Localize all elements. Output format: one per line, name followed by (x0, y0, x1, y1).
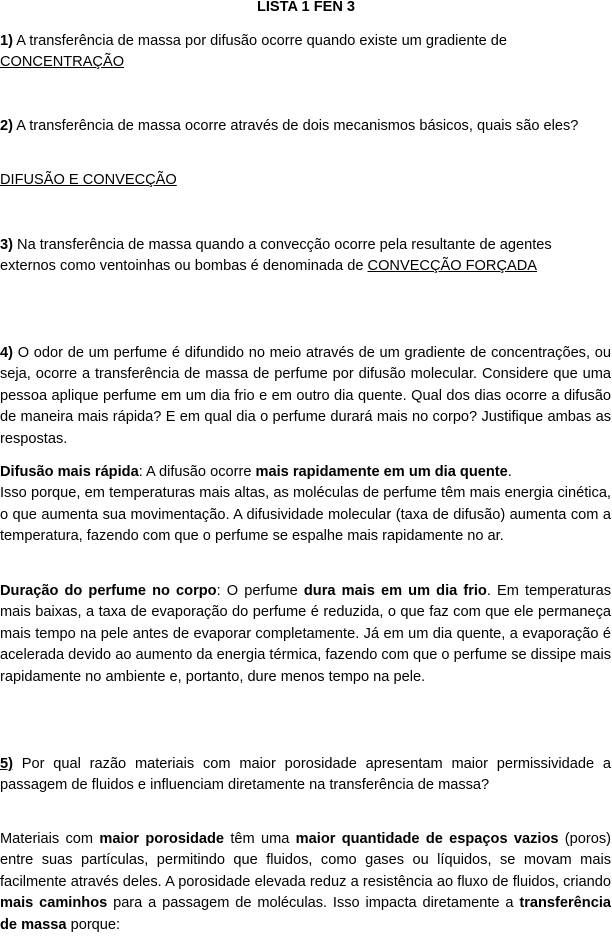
answer-text: CONVECÇÃO FORÇADA (367, 258, 537, 275)
question-4 (0, 343, 611, 450)
answer-4-diffusion: Difusão mais rápida: A difusão ocorre mais rapidamente em um dia quente. Isso porque, em temperaturas mais altas, as moléculas de perfume têm mais energia cinética, o que aumenta sua movimentação. A difusividade molecular (taxa de difusão) aumenta com a temperatura, fazendo com que o perfume se espalhe mais rapidamente no ar. (0, 464, 611, 545)
question-3 (0, 235, 611, 278)
document-title: LISTA 1 FEN 3 (256, 0, 356, 15)
question-2 (0, 116, 611, 137)
question-text: A transferência de massa ocorre através de dois mecanismos básicos, quais são eles? (12, 118, 579, 134)
answer-label: Difusão mais rápida (0, 464, 139, 480)
question-5 (0, 754, 611, 797)
question-number: 5) (0, 756, 13, 772)
question-number: 3) (0, 237, 13, 253)
question-number: 1) (0, 33, 13, 49)
question-1 (0, 31, 611, 74)
answer-2 (0, 170, 611, 191)
answer-label: Duração do perfume no corpo (0, 583, 217, 599)
question-text: A transferência de massa por difusão ocorre quando existe um gradiente de (12, 33, 508, 49)
answer-5: Materiais com maior porosidade têm uma maior quantidade de espaços vazios (poros) entre suas partículas, permitindo que fluidos, como gases ou líquidos, se movam mais facilmente através deles. A porosidade elevada reduz a resistência ao fluxo de fluidos, criando mais caminhos para a passagem de moléculas. Isso impacta diretamente a transferência de massa porque: (0, 831, 612, 933)
answer-text: DIFUSÃO E CONVECÇÃO (0, 172, 177, 188)
question-text: Na transferência de massa quando a convecção ocorre pela resultante de agentes externos como ventoinhas ou bombas é denominada de (0, 237, 552, 275)
answer-text: CONCENTRAÇÃO (0, 54, 125, 71)
question-number: 4) (0, 345, 13, 361)
question-text: O odor de um perfume é difundido no meio através de um gradiente de concentrações, ou seja, ocorre a transferência de massa de perfume por difusão molecular. Considere que uma pessoa aplique perfume em um dia frio e em outro dia quente. Qual dos dias ocorre a difusão de maneira mais rápida? E em qual dia o perfume durará mais no corpo? Justifique ambas as respostas. (0, 345, 611, 447)
question-number: 2) (0, 118, 13, 134)
answer-4-duration: Duração do perfume no corpo: O perfume dura mais em um dia frio. Em temperaturas mais baixas, a taxa de evaporação do perfume é reduzida, o que faz com que ele permaneça mais tempo na pele antes de evaporar completamente. Já em um dia quente, a evaporação é acelerada devido ao aumento da energia térmica, fazendo com que o perfume se dissipe mais rapidamente no ambiente e, portanto, dure menos tempo na pele. (0, 583, 611, 685)
question-text: Por qual razão materiais com maior porosidade apresentam maior permissividade a passagem de fluidos e influenciam diretamente na transferência de massa? (0, 756, 611, 794)
